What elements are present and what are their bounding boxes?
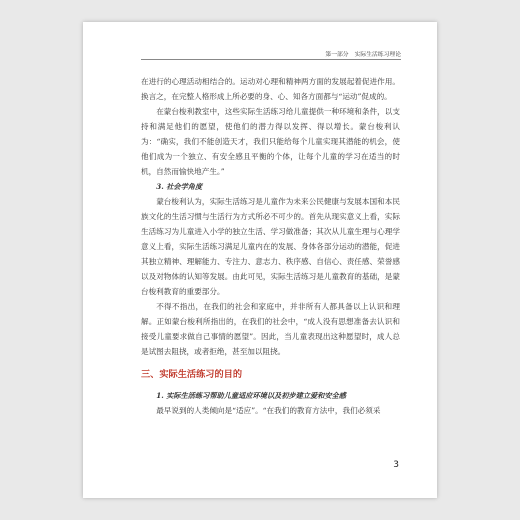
header-part: 第一部分: [325, 52, 349, 58]
book-page: [83, 22, 437, 498]
paragraph: 最早说到的人类倾向是“适应”。“在我们的教育方法中，我们必须采: [156, 406, 381, 415]
subsection-heading: 3. 社会学角度: [156, 182, 203, 191]
section-title: 三、实际生活练习的目的: [141, 369, 243, 380]
page-number: 3: [393, 460, 399, 470]
header-title: 实际生活练习理论: [354, 52, 401, 58]
page-body: [141, 74, 400, 418]
subsection-heading: 1. 实际生活练习帮助儿童适应环境以及初步建立爱和安全感: [156, 391, 346, 400]
paragraph: 在蒙台梭利教室中，这些实际生活练习给儿童提供一种环境和条件，以支持和满足他们的愿望，使他们的潜力得以发挥、得以增长。蒙台梭利认为：“确实，我们不能创造天才，我们只能给每个儿童实现其潜能的机会，使他们成为一个独立、有安全感且平衡的个体，让每个儿童的学习在适当的时机，自然而愉快地产生。”: [141, 107, 400, 176]
header-rule: [141, 59, 401, 60]
paragraph: 在进行的心理活动相结合的。运动对心理和精神两方面的发展起着促进作用。换言之，在完整人格形成上所必要的身、心、知各方面都与“运动”促成的。: [141, 77, 400, 101]
paragraph: 蒙台梭利认为，实际生活练习是儿童作为未来公民健康与发展本国和本民族文化的生活习惯与生活行为方式所必不可少的。首先从现实意义上看，实际生活练习为儿童进入小学的独立生活、学习做准备；其次从儿童生理与心理学意义上看，实际生活练习满足儿童内在的发展、身体各部分运动的潜能，促进其独立精神、理解能力、专注力、意志力、秩序感、自信心、责任感、荣誉感以及对物体的认知等发展。由此可见，实际生活练习是儿童教育的基础，是蒙台梭利教育的重要部分。: [141, 197, 400, 296]
running-header: [325, 49, 401, 58]
paragraph: 不得不指出，在我们的社会和家庭中，并非所有人都具备以上认识和理解。正如蒙台梭利所指出的，在我们的社会中，“成人没有思想准备去认识和接受儿童要求做自己事情的愿望”。因此，当儿童表现出这种愿望时，成人总是试图去阻挠，或者拒绝，甚至加以阻挠。: [141, 302, 400, 356]
